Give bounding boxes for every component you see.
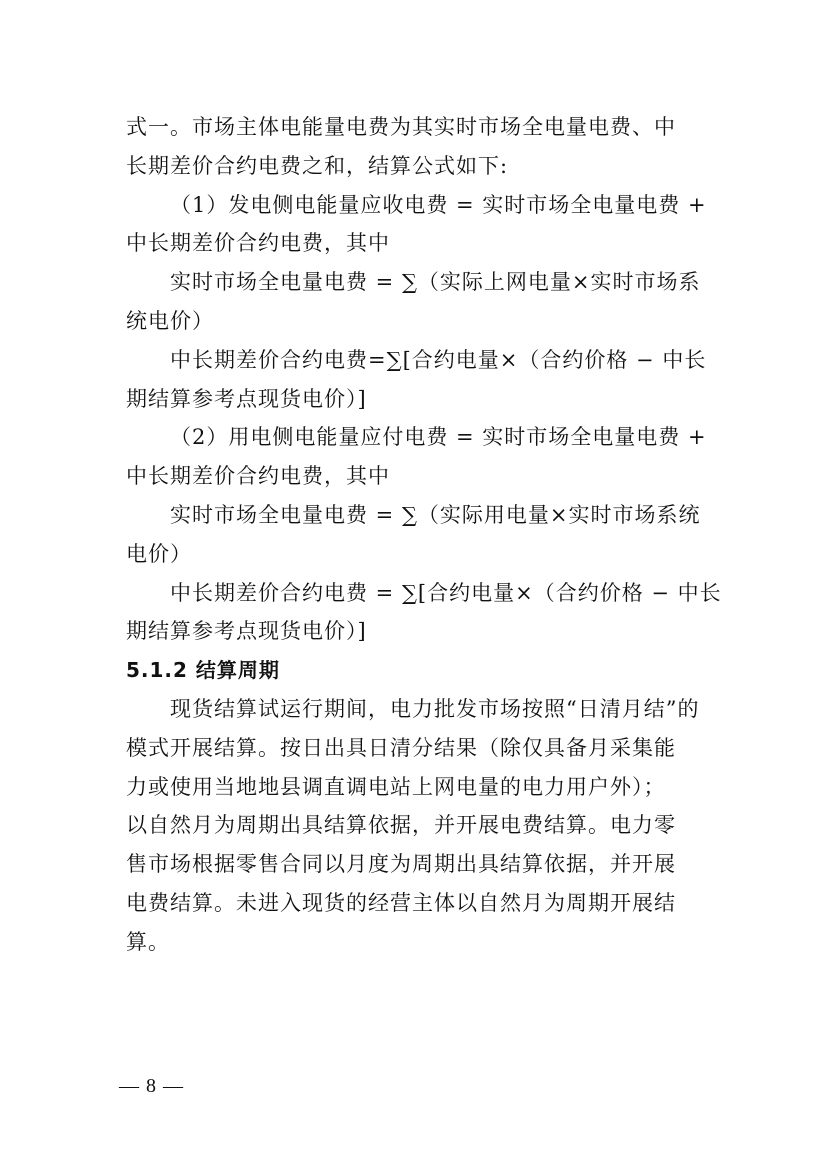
paragraph-line: 现货结算试运行期间，电力批发市场按照“日清月结”的 [170, 696, 700, 721]
paragraph-line: 电费结算。未进入现货的经营主体以自然月为周期开展结 [126, 890, 676, 915]
document-body [126, 108, 722, 962]
formula-line: （2）用电侧电能量应付电费 = 实时市场全电量电费 + [170, 425, 707, 450]
paragraph-line: 售市场根据零售合同以月度为周期出具结算依据，并开展 [126, 852, 676, 877]
paragraph-line: 算。 [126, 929, 170, 954]
formula-line: 实时市场全电量电费 = ∑（实际用电量×实时市场系统 [170, 502, 701, 527]
formula-line: 实时市场全电量电费 = ∑（实际上网电量×实时市场系 [170, 270, 701, 295]
page-number: — 8 — [119, 1075, 184, 1097]
section-heading: 5.1.2 结算周期 [126, 658, 280, 683]
formula-line: 期结算参考点现货电价）] [126, 386, 367, 411]
paragraph-line: 式一。市场主体电能量电费为其实时市场全电量电费、中 [126, 115, 676, 139]
formula-line: 中长期差价合约电费=∑[合约电量×（合约价格 − 中长 [170, 347, 707, 372]
paragraph-line: 长期差价合约电费之和，结算公式如下: [126, 153, 509, 178]
paragraph-line: 模式开展结算。按日出具日清分结果（除仅具备月采集能 [126, 735, 676, 760]
paragraph-line: 以自然月为周期出具结算依据，并开展电费结算。电力零 [126, 813, 676, 838]
formula-line: 期结算参考点现货电价）] [126, 619, 367, 644]
formula-line: （1）发电侧电能量应收电费 = 实时市场全电量电费 + [170, 192, 707, 217]
formula-line: 中长期差价合约电费 = ∑[合约电量×（合约价格 − 中长 [170, 580, 722, 605]
paragraph-line: 力或使用当地地县调直调电站上网电量的电力用户外）； [126, 774, 666, 799]
formula-line: 统电价） [126, 308, 214, 333]
formula-line: 中长期差价合约电费，其中 [126, 231, 390, 256]
formula-line: 中长期差价合约电费，其中 [126, 464, 390, 489]
formula-line: 电价） [126, 541, 192, 566]
